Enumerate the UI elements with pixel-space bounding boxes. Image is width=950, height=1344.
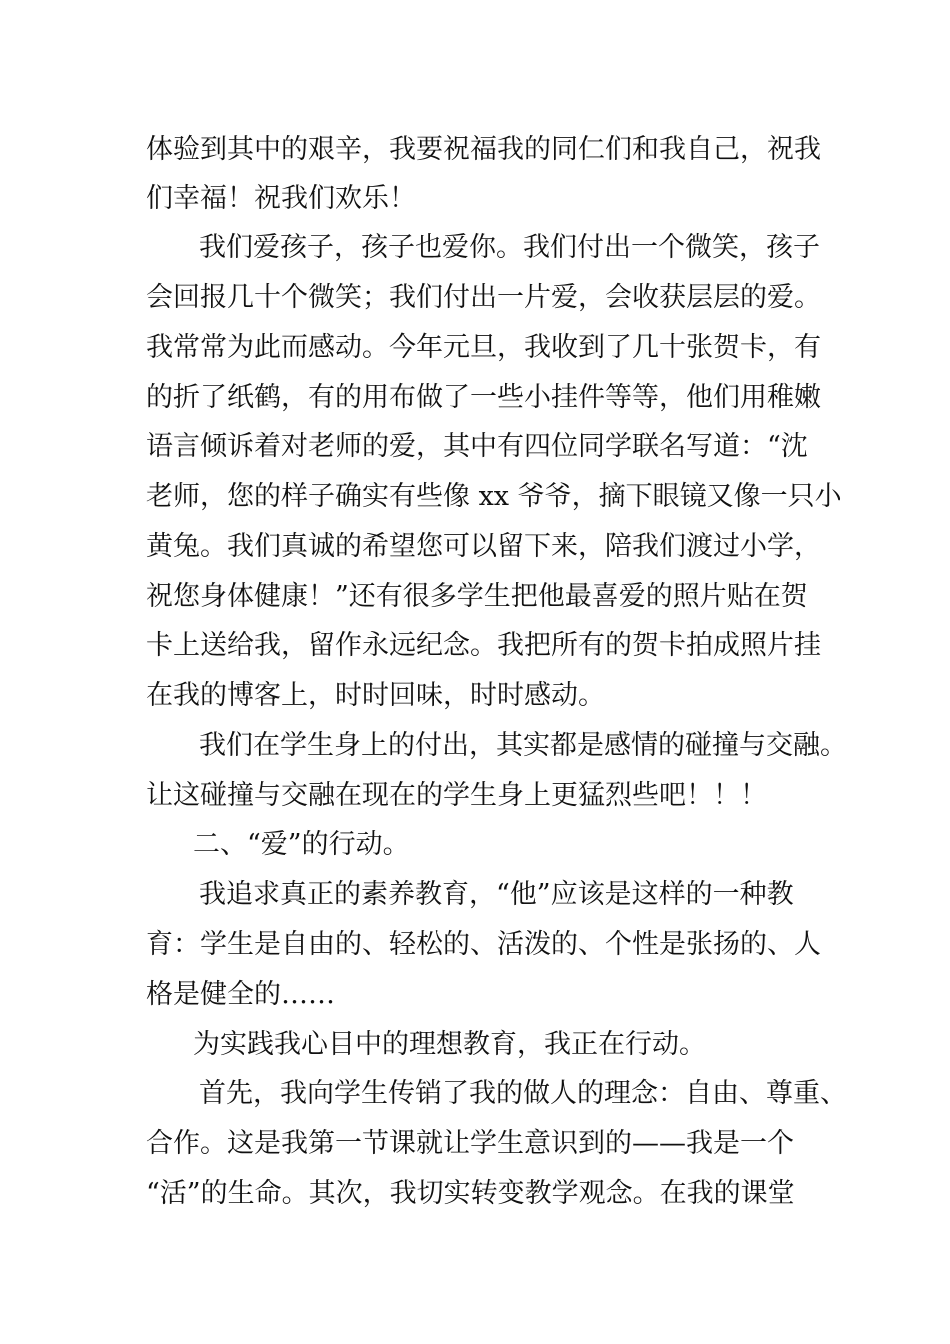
text-line: 卡上送给我，留作永远纪念。我把所有的贺卡拍成照片挂 — [146, 630, 821, 661]
section-heading: 二、“爱”的行动。 — [193, 829, 410, 860]
text-line: “活”的生命。其次，我切实转变教学观念。在我的课堂 — [146, 1178, 795, 1209]
text-line: 让这碰撞与交融在现在的学生身上更猛烈些吧！！！ — [146, 780, 767, 811]
paragraph-first-line: 为实践我心目中的理想教育，我正在行动。 — [193, 1029, 706, 1060]
paragraph-first-line: 我追求真正的素养教育，“他”应该是这样的一种教 — [199, 879, 794, 910]
text-line: 们幸福！祝我们欢乐！ — [146, 183, 416, 214]
text-line: 老师，您的样子确实有些像 xx 爷爷，摘下眼镜又像一只小 — [146, 481, 842, 512]
paragraph-first-line: 我们爱孩子，孩子也爱你。我们付出一个微笑，孩子 — [199, 232, 820, 263]
text-line: 在我的博客上，时时回味，时时感动。 — [146, 680, 605, 711]
text-line: 合作。这是我第一节课就让学生意识到的——我是一个 — [146, 1128, 794, 1159]
text-line: 体验到其中的艰辛，我要祝福我的同仁们和我自己，祝我 — [146, 134, 821, 165]
text-line: 我常常为此而感动。今年元旦，我收到了几十张贺卡，有 — [146, 332, 821, 363]
text-line: 语言倾诉着对老师的爱，其中有四位同学联名写道：“沈 — [146, 431, 808, 462]
paragraph-first-line: 首先，我向学生传销了我的做人的理念：自由、尊重、 — [199, 1078, 847, 1109]
text-line: 格是健全的…… — [146, 979, 335, 1010]
text-line: 会回报几十个微笑；我们付出一片爱，会收获层层的爱。 — [146, 282, 821, 313]
text-line: 育：学生是自由的、轻松的、活泼的、个性是张扬的、人 — [146, 929, 821, 960]
text-line: 黄兔。我们真诚的希望您可以留下来，陪我们渡过小学， — [146, 531, 821, 562]
text-line: 祝您身体健康！”还有很多学生把他最喜爱的照片贴在贺 — [146, 581, 808, 612]
paragraph-first-line: 我们在学生身上的付出，其实都是感情的碰撞与交融。 — [199, 730, 847, 761]
text-line: 的折了纸鹤，有的用布做了一些小挂件等等，他们用稚嫩 — [146, 382, 821, 413]
